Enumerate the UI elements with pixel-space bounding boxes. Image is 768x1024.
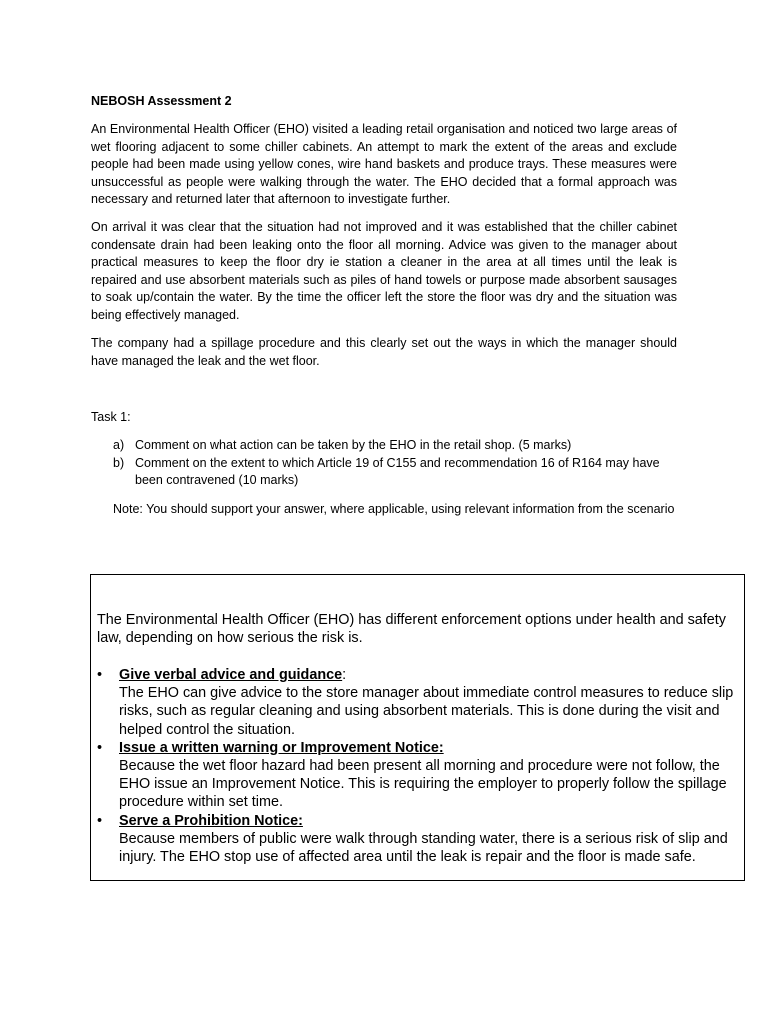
task-label: Task 1: <box>91 410 131 424</box>
task-item-marker: b) <box>113 455 125 470</box>
answer-item-text: Because the wet floor hazard had been present all morning and procedure were not follow, the EHO issue an Improvement Notice. This is requiring the employer to properly follow the spillage procedure within set time. <box>119 758 727 811</box>
answer-item-heading-suffix: : <box>342 667 347 683</box>
scenario-paragraph-1: An Environmental Health Officer (EHO) visited a leading retail organisation and noticed two large areas of wet flooring adjacent to some chiller cabinets. An attempt to mark the extent of the areas and exclude people had been made using yellow cones, wire hand baskets and produce trays. These measures were unsuccessful as people were walking through the water. The EHO decided that a formal approach was necessary and returned later that afternoon to investigate further. <box>91 122 677 207</box>
task-item-text: Comment on the extent to which Article 19 of C155 and recommendation 16 of R164 may have been contravened (10 marks) <box>135 455 660 488</box>
scenario-paragraph-2: On arrival it was clear that the situation had not improved and it was established that the chiller cabinet condensate drain had been leaking onto the floor all morning. Advice was given to the manager about practical measures to keep the floor dry ie station a cleaner in the area at all times until the leak is repaired and use absorbent materials such as piles of hand towels or purpose made absorbent sausages to soak up/contain the water. By the time the officer left the store the floor was dry and the situation was being effectively managed. <box>91 220 677 322</box>
answer-box <box>90 574 745 881</box>
task-list <box>113 437 683 490</box>
task-item-a <box>113 437 683 455</box>
answer-list <box>97 666 741 866</box>
bullet-icon: • <box>97 667 103 683</box>
task-item-text: Comment on what action can be taken by the EHO in the retail shop. (5 marks) <box>135 438 572 452</box>
answer-item-improvement-notice <box>97 739 741 812</box>
answer-item-heading: Give verbal advice and guidance <box>119 667 343 683</box>
bullet-icon: • <box>97 739 103 756</box>
task-item-marker: a) <box>113 438 125 452</box>
answer-item-text: The EHO can give advice to the store manager about immediate control measures to reduce slip risks, such as regular cleaning and using absorbent materials. This is done during the visit and helped control the situation. <box>119 685 734 738</box>
answer-item-heading: Serve a Prohibition Notice: <box>119 812 303 829</box>
task-item-b <box>113 455 683 490</box>
document-title: NEBOSH Assessment 2 <box>91 94 232 108</box>
answer-item-prohibition-notice <box>97 812 741 867</box>
scenario-paragraph-3: The company had a spillage procedure and this clearly set out the ways in which the manager should have managed the leak and the wet floor. <box>91 336 677 368</box>
answer-item-heading: Issue a written warning or Improvement Notice: <box>119 739 444 756</box>
bullet-icon: • <box>97 812 103 829</box>
answer-item-verbal-advice <box>97 666 741 739</box>
answer-item-text: Because members of public were walk through standing water, there is a serious risk of slip and injury. The EHO stop use of affected area until the leak is repair and the floor is made safe. <box>119 830 728 866</box>
task-note: Note: You should support your answer, where applicable, using relevant information from the scenario <box>113 502 675 516</box>
answer-intro: The Environmental Health Officer (EHO) has different enforcement options under health and safety law, depending on how serious the risk is. <box>97 612 726 647</box>
